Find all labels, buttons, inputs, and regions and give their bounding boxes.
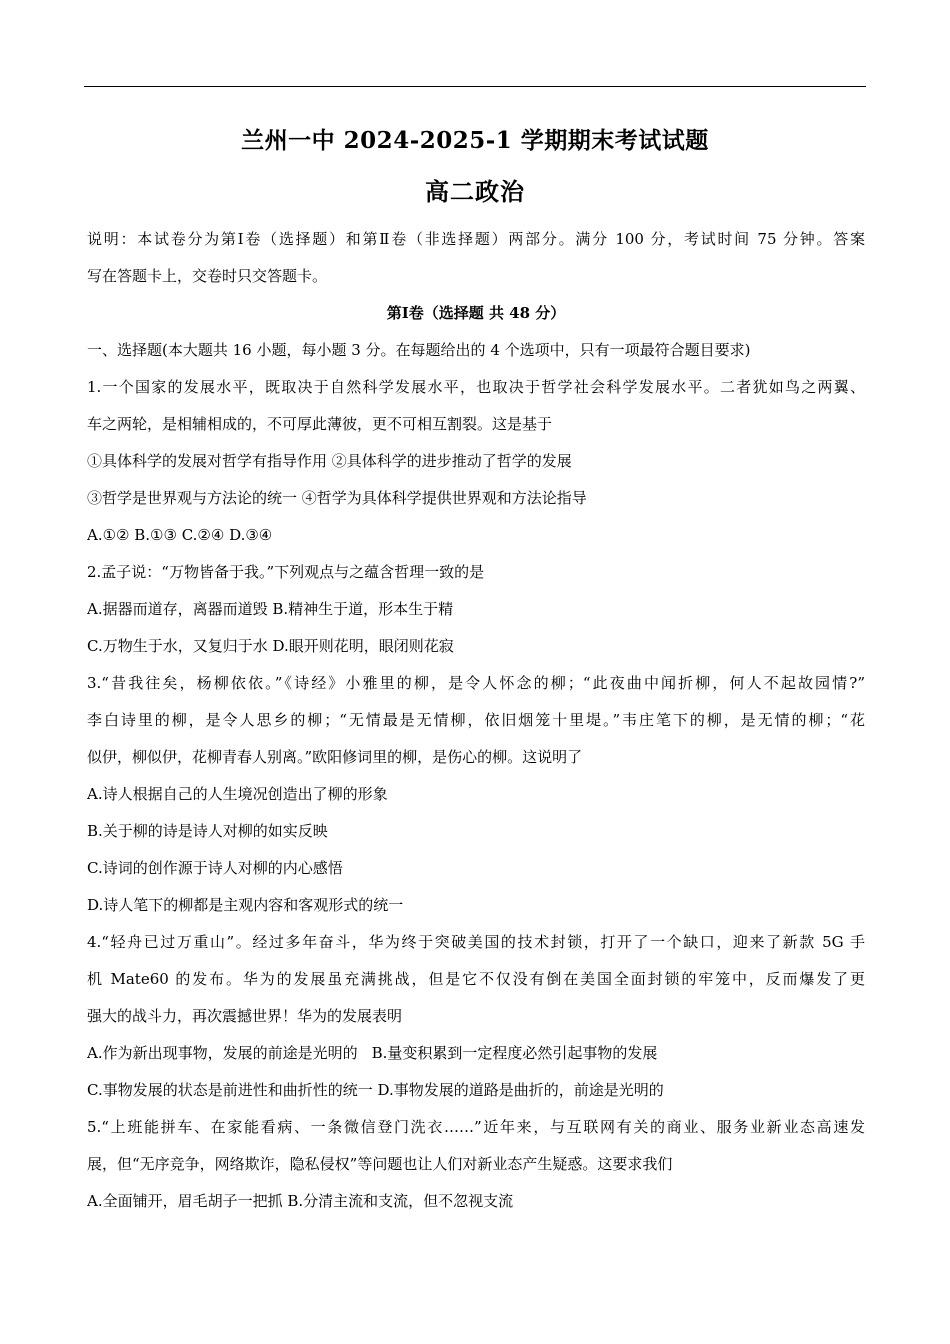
section-heading: 第Ⅰ卷（选择题 共 48 分） <box>386 304 566 322</box>
q3-stem-line-2: 李白诗里的柳，是令人思乡的柳；“无情最是无情柳，依旧烟笼十里堤。”韦庄笔下的柳，是无情的柳；“花 <box>87 711 865 729</box>
q4-options-cd: C.事物发展的状态是前进性和曲折性的统一 D.事物发展的道路是曲折的，前途是光明的 <box>87 1081 664 1099</box>
q1-stem-line-2: 车之两轮，是相辅相成的，不可厚此薄彼，更不可相互割裂。这是基于 <box>87 415 553 433</box>
instructions-line-1: 说明：本试卷分为第Ⅰ卷（选择题）和第Ⅱ卷（非选择题）两部分。满分 100 分，考试时间 75 分钟。答案 <box>87 230 865 248</box>
q4-option-a: A.作为新出现事物，发展的前途是光明的 <box>87 1044 358 1062</box>
q3-option-d: D.诗人笔下的柳都是主观内容和客观形式的统一 <box>87 896 404 914</box>
q3-option-c: C.诗词的创作源于诗人对柳的内心感悟 <box>87 859 343 877</box>
q5-stem-line-1: 5.“上班能拼车、在家能看病、一条微信登门洗衣……”近年来，与互联网有关的商业、服务业新业态高速发 <box>87 1118 865 1136</box>
q3-stem-line-1: 3.“昔我往矣，杨柳依依。”《诗经》小雅里的柳，是令人怀念的柳；“此夜曲中闻折柳，何人不起故园情?” <box>87 674 865 692</box>
q3-option-a: A.诗人根据自己的人生境况创造出了柳的形象 <box>87 785 388 803</box>
instructions-line-2: 写在答题卡上，交卷时只交答题卡。 <box>87 267 328 285</box>
q1-options: A.①② B.①③ C.②④ D.③④ <box>87 526 273 544</box>
q3-option-b: B.关于柳的诗是诗人对柳的如实反映 <box>87 822 328 840</box>
q1-items-line-1: ①具体科学的发展对哲学有指导作用 ②具体科学的进步推动了哲学的发展 <box>87 452 572 470</box>
header-rule <box>84 86 866 87</box>
q4-option-b: B.量变积累到一定程度必然引起事物的发展 <box>371 1044 658 1062</box>
q4-stem-line-2: 机 Mate60 的发布。华为的发展虽充满挑战，但是它不仅没有倒在美国全面封锁的牢笼中，反而爆发了更 <box>87 970 865 988</box>
q1-stem-line-1: 1.一个国家的发展水平，既取决于自然科学发展水平，也取决于哲学社会科学发展水平。二者犹如鸟之两翼、 <box>87 378 865 396</box>
q4-options-ab <box>87 1035 865 1072</box>
q2-options-line-1: A.据器而道存，离器而道毁 B.精神生于道，形本生于精 <box>87 600 454 618</box>
q5-stem-line-2: 展，但“无序竞争，网络欺诈，隐私侵权”等问题也让人们对新业态产生疑惑。这要求我们 <box>87 1155 673 1173</box>
q2-options-line-2: C.万物生于水，又复归于水 D.眼开则花明，眼闭则花寂 <box>87 637 454 655</box>
q5-options-ab: A.全面铺开，眉毛胡子一把抓 B.分清主流和支流，但不忽视支流 <box>87 1192 514 1210</box>
exam-subject: 高二政治 <box>425 177 525 206</box>
q1-items-line-2: ③哲学是世界观与方法论的统一 ④哲学为具体科学提供世界观和方法论指导 <box>87 489 587 507</box>
section-intro: 一、选择题(本大题共 16 小题，每小题 3 分。在每题给出的 4 个选项中，只有一项最符合题目要求) <box>87 341 751 359</box>
exam-title: 兰州一中 2024-2025-1 学期期末考试试题 <box>241 127 709 154</box>
exam-content <box>87 221 865 1220</box>
q4-stem-line-3: 强大的战斗力，再次震撼世界！华为的发展表明 <box>87 1007 403 1025</box>
q2-stem: 2.孟子说：“万物皆备于我。”下列观点与之蕴含哲理一致的是 <box>87 563 485 581</box>
q3-stem-line-3: 似伊，柳似伊，花柳青春人别离。”欧阳修词里的柳，是伤心的柳。这说明了 <box>87 748 583 766</box>
q4-stem-line-1: 4.“轻舟已过万重山”。经过多年奋斗，华为终于突破美国的技术封锁，打开了一个缺口，迎来了新款 5G 手 <box>87 933 865 951</box>
